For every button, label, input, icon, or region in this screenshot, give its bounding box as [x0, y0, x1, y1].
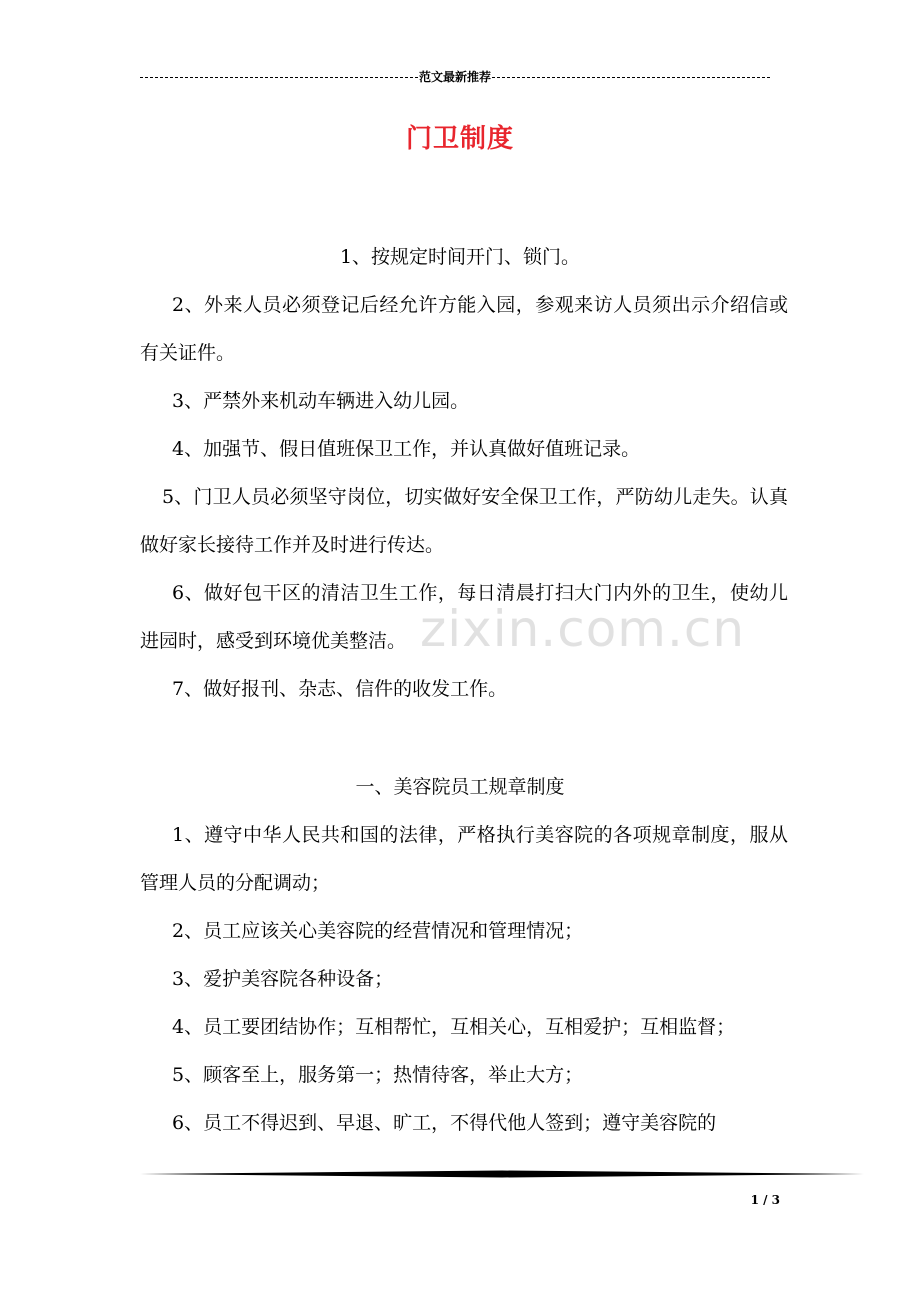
footer-divider	[140, 1170, 864, 1178]
staff-rule-2: 2、员工应该关心美容院的经营情况和管理情况；	[172, 920, 584, 942]
rule-3: 3、严禁外来机动车辆进入幼儿园。	[172, 390, 470, 412]
section-heading: 一、美容院员工规章制度	[355, 776, 565, 798]
staff-rule-6: 6、员工不得迟到、早退、旷工，不得代他人签到；遵守美容院的	[172, 1112, 717, 1134]
header-dashes-right	[492, 77, 770, 78]
rule-2: 2、外来人员必须登记后经允许方能入园，参观来访人员须出示介绍信或有关证件。	[140, 294, 788, 364]
document-title: 门卫制度	[405, 124, 514, 154]
watermark-text: zixin.com.cn	[420, 600, 746, 658]
rule-1: 1、按规定时间开门、锁门。	[339, 246, 581, 268]
staff-rule-1: 1、遵守中华人民共和国的法律，严格执行美容院的各项规章制度，服从管理人员的分配调动；	[140, 824, 788, 894]
rule-4: 4、加强节、假日值班保卫工作，并认真做好值班记录。	[172, 438, 641, 460]
header-label: 范文最新推荐	[419, 69, 492, 84]
rule-7: 7、做好报刊、杂志、信件的收发工作。	[172, 678, 508, 700]
rule-5: 5、门卫人员必须坚守岗位，切实做好安全保卫工作，严防幼儿走失。认真做好家长接待工作并及时进行传达。	[140, 486, 788, 556]
header-dashes-left	[140, 77, 418, 78]
page-number: 1 / 3	[750, 1193, 780, 1207]
staff-rule-5: 5、顾客至上，服务第一；热情待客，举止大方；	[172, 1064, 584, 1086]
staff-rule-3: 3、爱护美容院各种设备；	[172, 968, 394, 990]
staff-rule-4: 4、员工要团结协作；互相帮忙，互相关心，互相爱护；互相监督；	[172, 1016, 736, 1038]
page-header	[140, 66, 770, 86]
rule-6: 6、做好包干区的清洁卫生工作，每日清晨打扫大门内外的卫生，使幼儿进园时，感受到环境优美整洁。	[140, 582, 788, 652]
